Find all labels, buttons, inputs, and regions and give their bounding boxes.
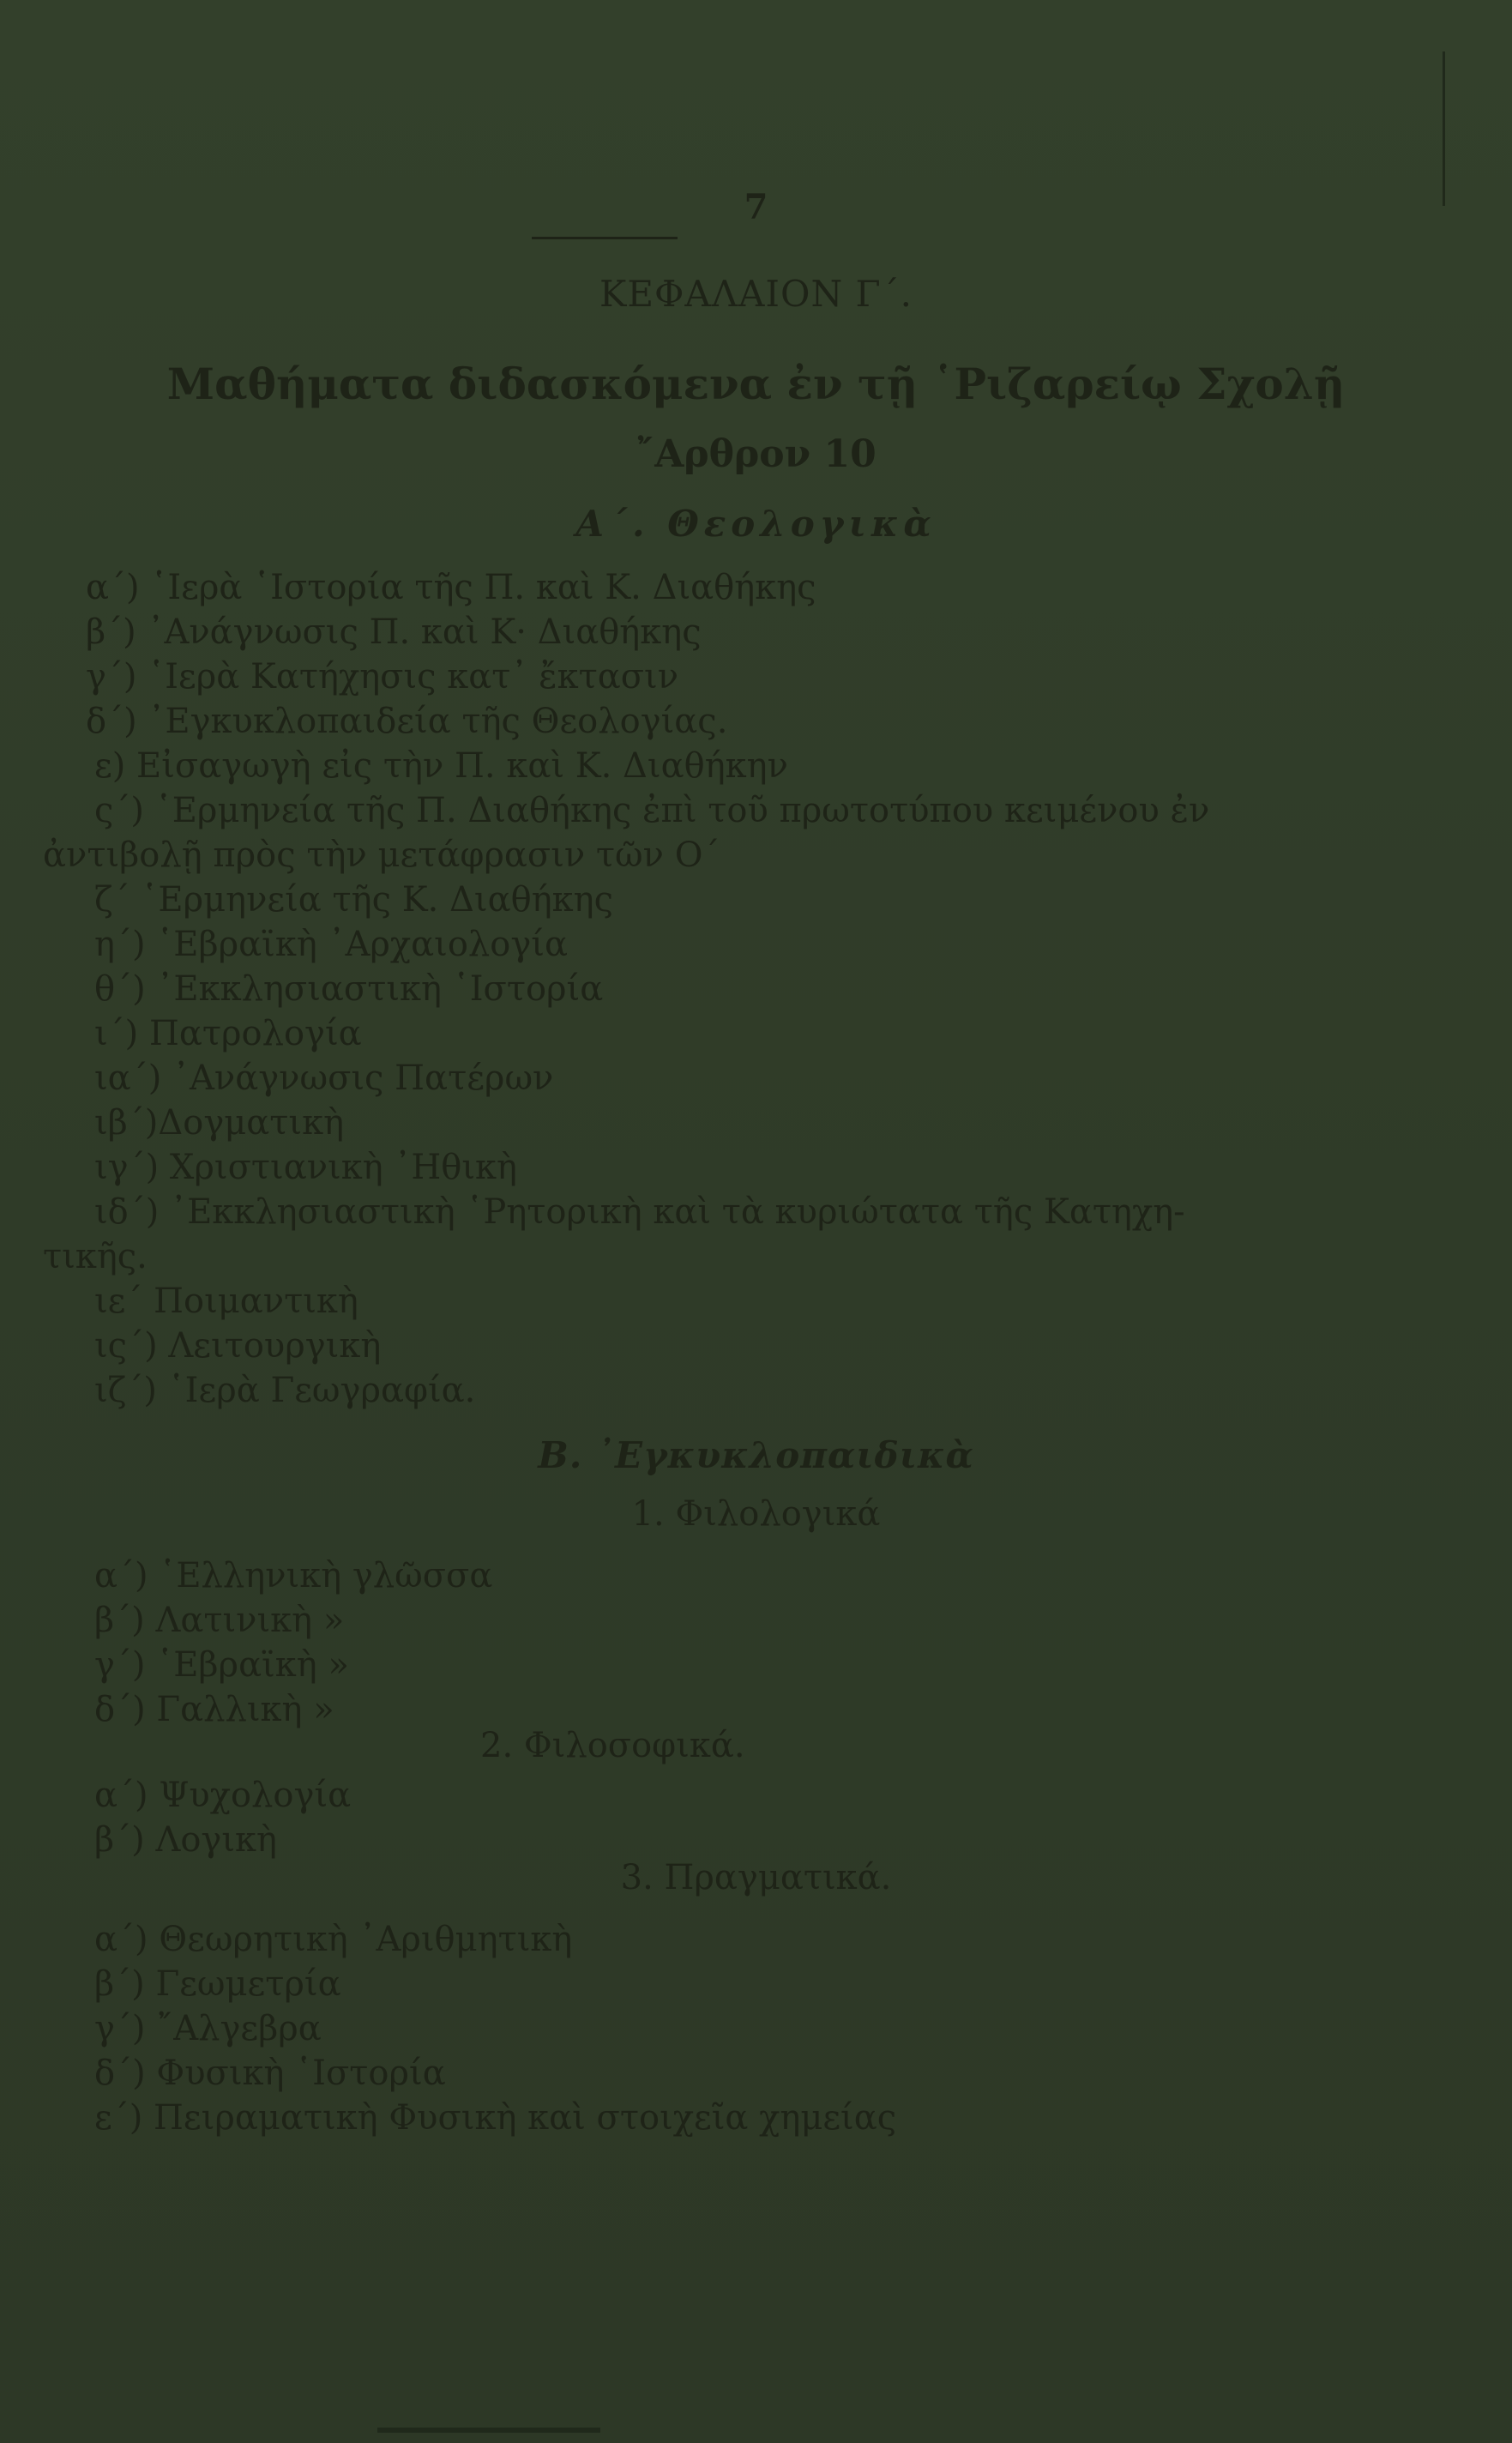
list-item: ις΄) Λειτουργικὴ bbox=[94, 1326, 382, 1366]
list-item: ε) Εἰσαγωγὴ εἰς τὴν Π. καὶ Κ. Διαθήκην bbox=[94, 746, 788, 786]
list-item: ἀντιβολῇ πρὸς τὴν μετάφρασιν τῶν Ο΄ bbox=[43, 835, 720, 875]
list-item: β΄) Γεωμετρία bbox=[94, 1964, 341, 2004]
list-item: ιβ΄)Δογματικὴ bbox=[94, 1103, 345, 1143]
list-item: β΄) ᾿Ανάγνωσις Π. καὶ Κ· Διαθήκης bbox=[86, 612, 702, 652]
list-item: γ΄) ῾Εβραϊκὴ » bbox=[94, 1645, 349, 1685]
list-item: ζ΄ ῾Ερμηνεία τῆς Κ. Διαθήκης bbox=[94, 880, 614, 920]
list-item: β΄) Λατινικὴ » bbox=[94, 1601, 345, 1640]
list-item: η΄) ῾Εβραϊκὴ ᾿Αρχαιολογία bbox=[94, 925, 568, 964]
subsection-title-practical: 3. Πραγματικά. bbox=[620, 1858, 892, 1897]
list-item: ε΄) Πειραματικὴ Φυσικὴ καὶ στοιχεῖα χημείας bbox=[94, 2098, 897, 2138]
subject-title: Μαθήματα διδασκόμενα ἐν τῇ ῾Ριζαρείῳ Σχολῇ bbox=[166, 359, 1346, 409]
list-item: α΄) Θεωρητικὴ ᾿Αριθμητικὴ bbox=[94, 1920, 573, 1959]
list-item: δ΄) ᾿Εγκυκλοπαιδεία τῆς Θεολογίας. bbox=[86, 702, 728, 741]
subsection-title-philological: 1. Φιλολογικά bbox=[631, 1494, 881, 1534]
list-item: δ΄) Φυσικὴ ῾Ιστορία bbox=[94, 2054, 446, 2093]
list-item: ς΄) ῾Ερμηνεία τῆς Π. Διαθήκης ἐπὶ τοῦ πρωτοτύπου κειμένου ἐν bbox=[94, 791, 1210, 830]
list-item: α΄) ῾Ιερὰ ῾Ιστορία τῆς Π. καὶ Κ. Διαθήκης bbox=[86, 568, 816, 607]
scan-bottom-mark bbox=[377, 2428, 600, 2433]
list-item: τικῆς. bbox=[43, 1237, 148, 1276]
list-item: ιδ΄) ᾿Εκκλησιαστικὴ ῾Ρητορικὴ καὶ τὰ κυριώτατα τῆς Κατηχη- bbox=[94, 1192, 1185, 1232]
list-item: α΄) Ψυχολογία bbox=[94, 1776, 352, 1815]
list-item: β΄) Λογικὴ bbox=[94, 1820, 277, 1860]
page-number: 7 bbox=[744, 187, 768, 227]
list-item: γ΄) ῎Αλγεβρα bbox=[94, 2009, 322, 2048]
list-item: δ΄) Γαλλικὴ » bbox=[94, 1690, 334, 1729]
list-item: ιζ΄) ῾Ιερὰ Γεωγραφία. bbox=[94, 1371, 476, 1410]
page-number-rule bbox=[532, 237, 678, 239]
list-item: ια΄) ᾿Ανάγνωσις Πατέρων bbox=[94, 1059, 554, 1098]
list-item: ι΄) Πατρολογία bbox=[94, 1014, 362, 1053]
section-a-heading: Α΄. Θεολογικὰ bbox=[575, 503, 937, 545]
list-item: α΄) ῾Ελληνικὴ γλῶσσα bbox=[94, 1556, 493, 1595]
section-b-heading: Β. ᾿Εγκυκλοπαιδικὰ bbox=[538, 1434, 974, 1476]
chapter-title: ΚΕΦΑΛΑΙΟΝ Γ΄. bbox=[599, 273, 913, 315]
subsection-title-philosophical: 2. Φιλοσοφικά. bbox=[480, 1726, 745, 1765]
list-item: γ΄) ῾Ιερὰ Κατήχησις κατ᾿ ἔκτασιν bbox=[86, 657, 679, 697]
article-title: ῎Αρθρον 10 bbox=[636, 432, 876, 476]
scan-edge-mark bbox=[1443, 51, 1445, 206]
list-item: ιγ΄) Χριστιανικὴ ᾿Ηθικὴ bbox=[94, 1148, 518, 1187]
list-item: ιε΄ Ποιμαντικὴ bbox=[94, 1282, 358, 1321]
list-item: θ΄) ᾿Εκκλησιαστικὴ ῾Ιστορία bbox=[94, 969, 604, 1009]
